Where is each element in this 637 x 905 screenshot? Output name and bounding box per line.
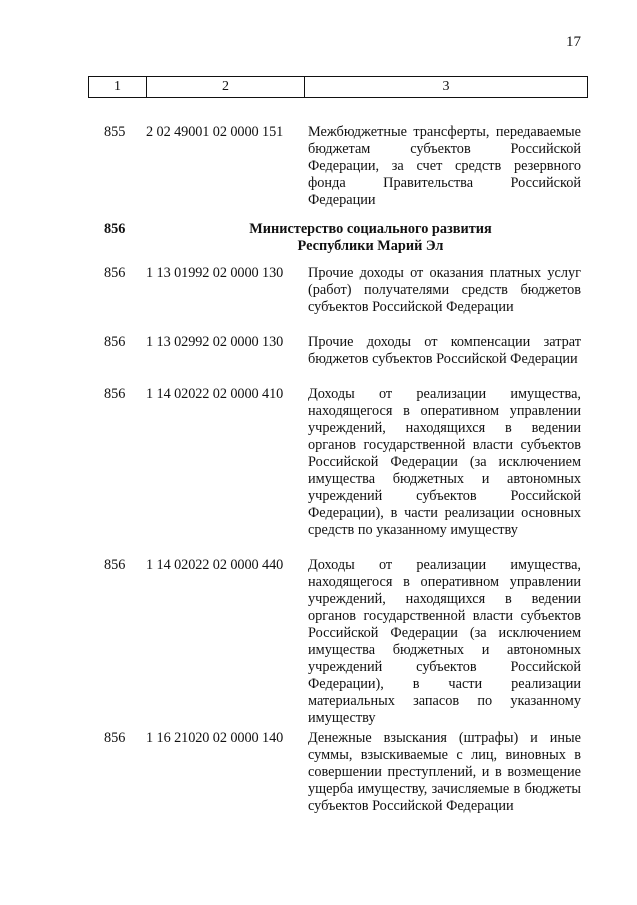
budget-classification-code: 1 16 21020 02 0000 140: [146, 730, 284, 746]
admin-code: 856: [104, 557, 126, 573]
revenue-description: Прочие доходы от оказания платных услуг (работ) получателями средств бюджетов субъектов Российской Федерации: [308, 265, 581, 315]
header-col-2: 2: [147, 77, 305, 97]
revenue-codes-table: [88, 76, 588, 814]
admin-code: 855: [104, 124, 126, 140]
header-col-1: 1: [89, 77, 147, 97]
ministry-title: Министерство социального развития Республики Марий Эл: [249, 221, 492, 254]
header-col-3: 3: [442, 79, 450, 94]
budget-classification-code: 1 14 02022 02 0000 410: [146, 386, 284, 402]
revenue-description: Прочие доходы от компенсации затрат бюджетов субъектов Российской Федерации: [308, 334, 581, 367]
budget-classification-code: 1 13 02992 02 0000 130: [146, 334, 284, 350]
budget-classification-code: 1 13 01992 02 0000 130: [146, 265, 284, 281]
admin-code: 856: [104, 386, 126, 402]
revenue-description: Доходы от реализации имущества, находящегося в оперативном управлении учреждений, находящихся в ведении органов государственной власти субъектов Российской Федерации (за исключением имущества бюджетных и автономных учреждений субъектов Российской Федерации), в части реализации материальных запасов по указанному имуществу: [308, 557, 581, 726]
budget-classification-code: 2 02 49001 02 0000 151: [146, 124, 284, 140]
section-admin-code: 856: [104, 221, 126, 237]
page-number: 17: [566, 34, 581, 50]
budget-classification-code: 1 14 02022 02 0000 440: [146, 557, 284, 573]
revenue-description: Доходы от реализации имущества, находящегося в оперативном управлении учреждений, находящихся в ведении органов государственной власти субъектов Российской Федерации (за исключением имущества бюджетных и автономных учреждений субъектов Российской Федерации), в части реализации основных средств по указанному имуществу: [308, 386, 581, 538]
admin-code: 856: [104, 334, 126, 350]
admin-code: 856: [104, 265, 126, 281]
admin-code: 856: [104, 730, 126, 746]
revenue-description: Межбюджетные трансферты, передаваемые бюджетам субъектов Российской Федерации, за счет средств резервного фонда Правительства Российской Федерации: [308, 124, 581, 208]
table-header: [88, 76, 588, 98]
revenue-description: Денежные взыскания (штрафы) и иные суммы, взыскиваемые с лиц, виновных в совершении преступлений, и в возмещение ущерба имуществу, зачисляемые в бюджеты субъектов Российской Федерации: [308, 730, 581, 814]
